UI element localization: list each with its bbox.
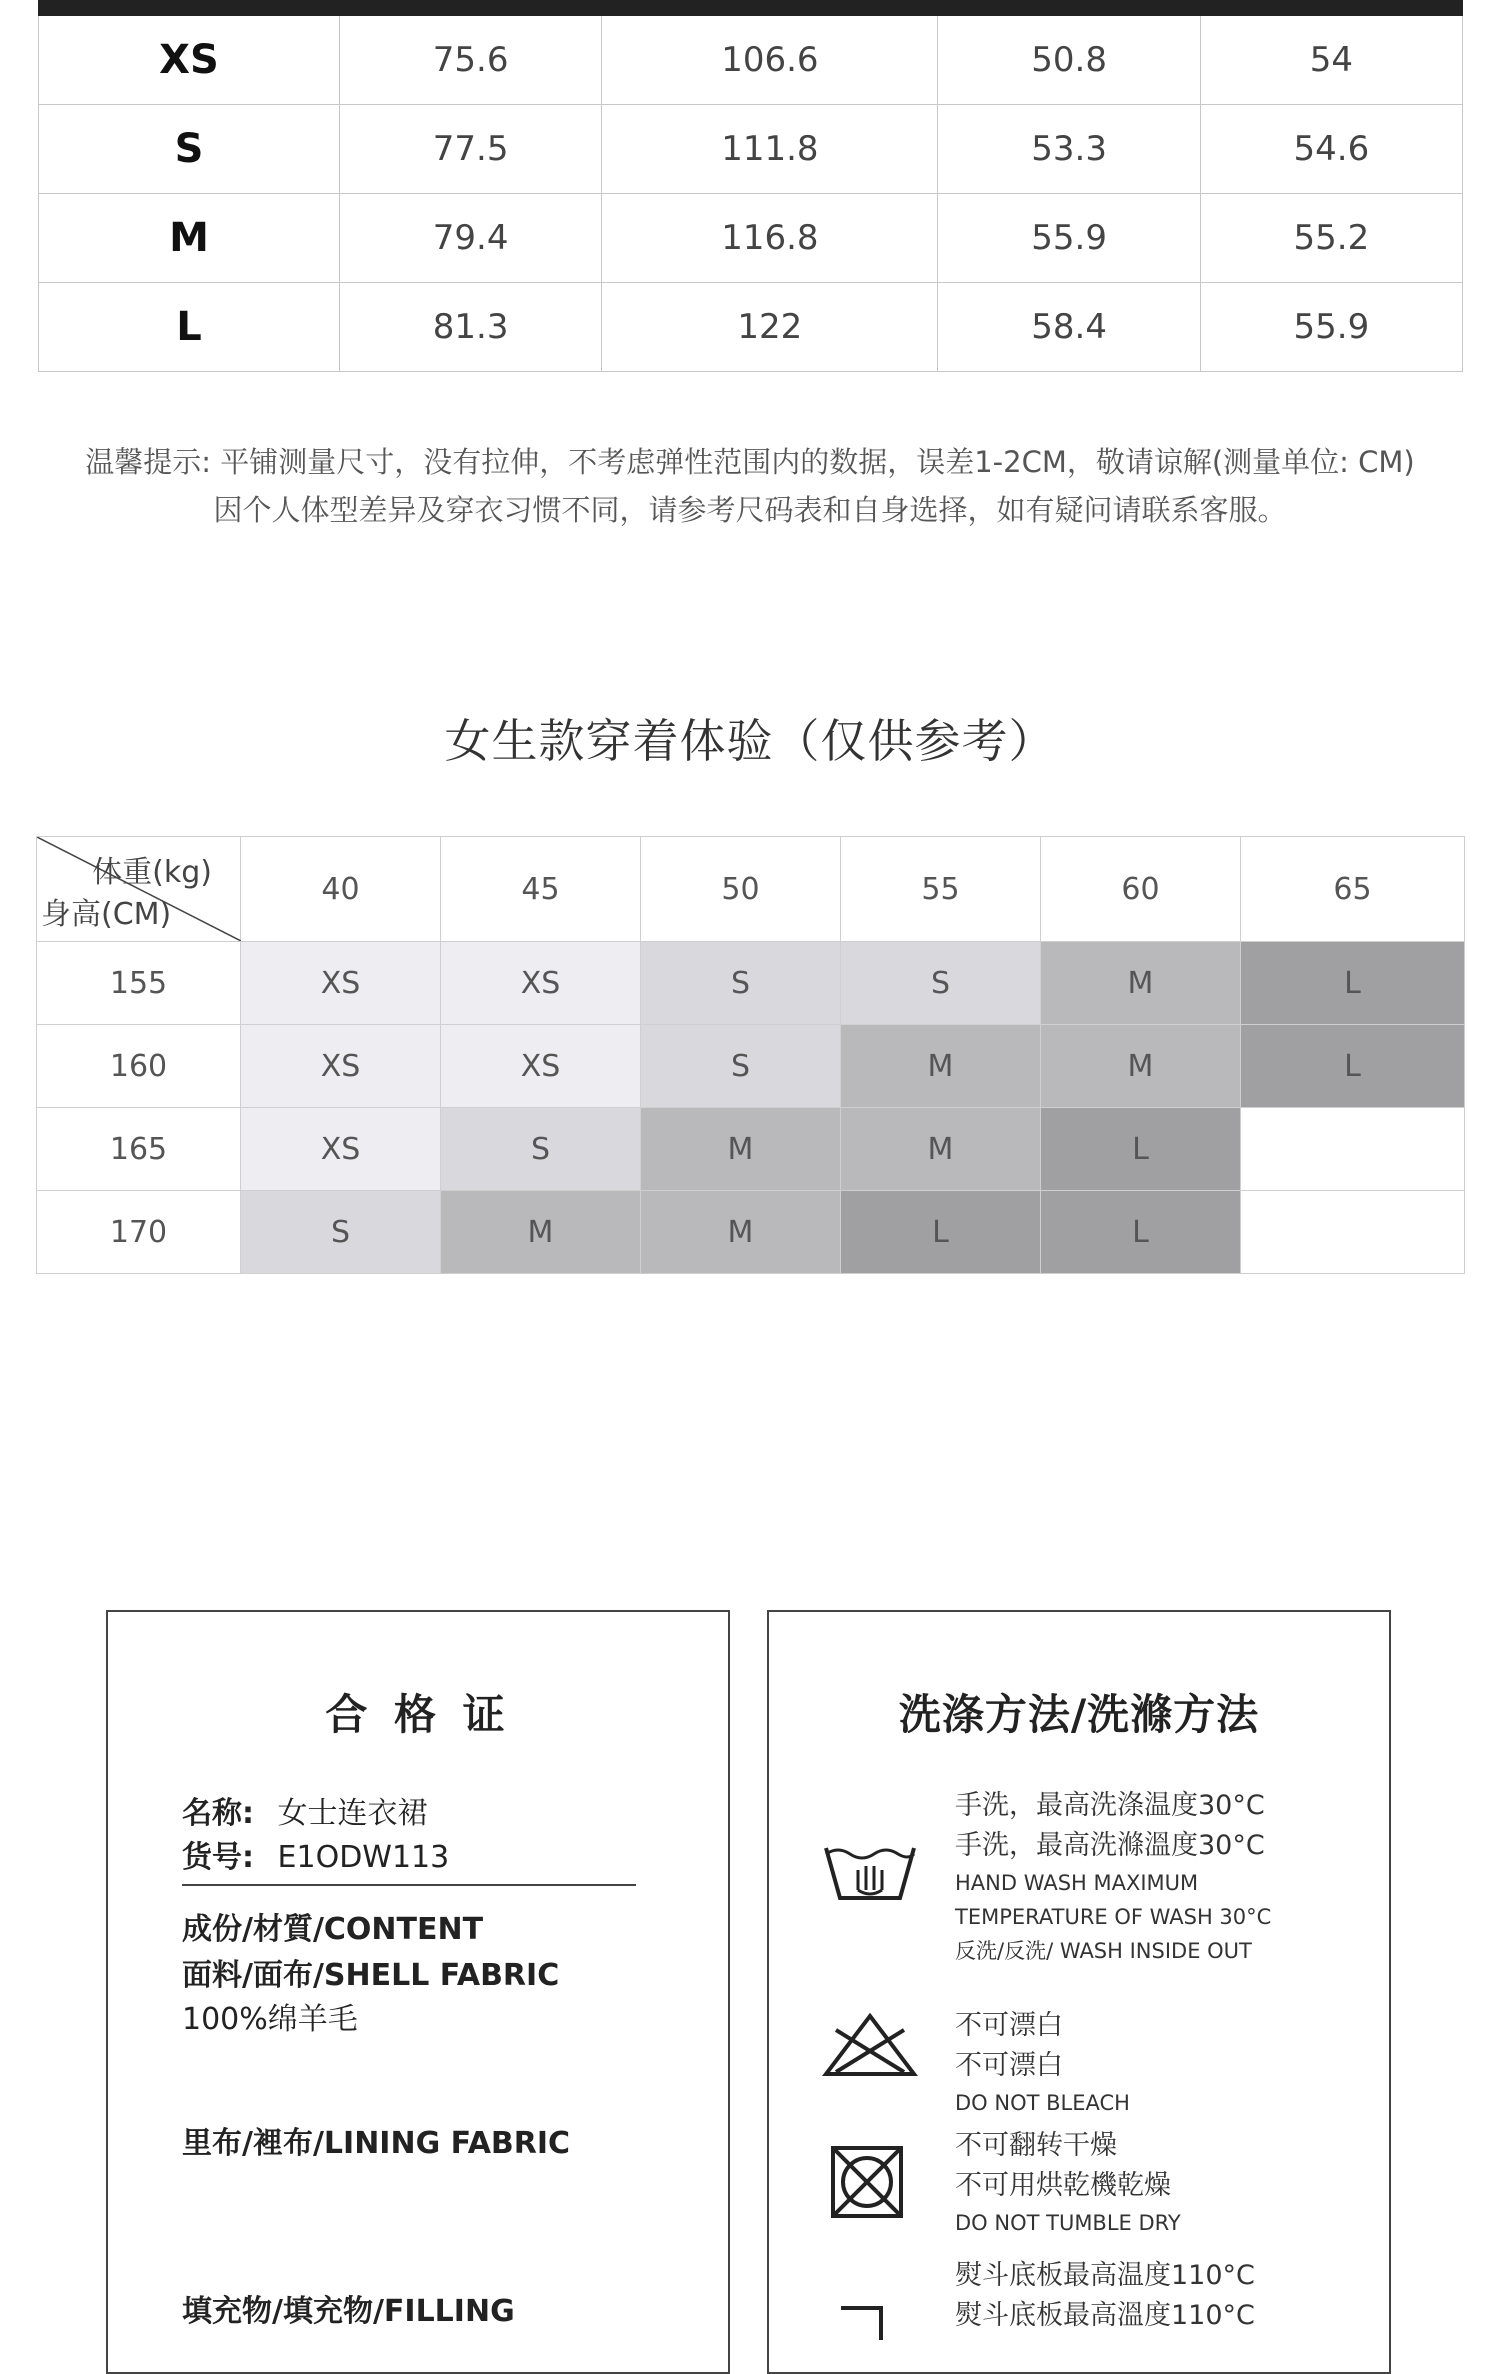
size-recommendation-cell: [1241, 1191, 1465, 1274]
item-label: 货号:: [182, 1840, 254, 1875]
height-cell: 160: [37, 1025, 241, 1108]
size-cell: S: [39, 105, 340, 194]
measurement-cell: 81.3: [340, 283, 602, 372]
size-recommendation-cell: S: [441, 1108, 641, 1191]
filling-heading-text: 填充物/填充物/FILLING: [182, 2294, 515, 2329]
do-not-bleach-icon: [822, 2012, 918, 2078]
table-row: [39, 283, 1463, 372]
size-recommendation-cell: M: [441, 1191, 641, 1274]
height-cell: 165: [37, 1108, 241, 1191]
weight-axis-label: 体重(kg): [92, 855, 212, 890]
size-cell: XS: [39, 16, 340, 105]
corner-header-cell: [37, 837, 241, 942]
measurement-cell: 77.5: [340, 105, 602, 194]
fit-experience-table: [36, 836, 1465, 1274]
size-recommendation-cell: XS: [441, 942, 641, 1025]
certificate-title: 合 格 证: [325, 1690, 511, 1739]
iron-text: [955, 2256, 1255, 2336]
measurement-cell: 53.3: [938, 105, 1200, 194]
table-row: [37, 1108, 1465, 1191]
size-recommendation-cell: [1241, 1108, 1465, 1191]
shell-fabric-heading: [182, 1950, 559, 1994]
size-recommendation-cell: L: [1041, 1191, 1241, 1274]
care-text-line: DO NOT TUMBLE DRY: [955, 2211, 1181, 2235]
size-recommendation-cell: L: [1241, 942, 1465, 1025]
size-recommendation-cell: S: [641, 942, 841, 1025]
size-recommendation-cell: XS: [241, 942, 441, 1025]
height-axis-label: 身高(CM): [41, 897, 172, 932]
name-label: 名称:: [182, 1796, 254, 1831]
care-text-line: TEMPERATURE OF WASH 30°C: [955, 1905, 1272, 1929]
care-text-line: 不可翻转干燥: [955, 2130, 1117, 2161]
do-not-tumble-dry-icon: [829, 2144, 905, 2220]
filling-heading: [182, 2286, 515, 2330]
measurement-cell: 55.9: [938, 194, 1200, 283]
measurement-cell: 116.8: [602, 194, 938, 283]
size-recommendation-cell: M: [841, 1108, 1041, 1191]
size-recommendation-cell: XS: [241, 1025, 441, 1108]
measurement-cell: 75.6: [340, 16, 602, 105]
measurement-cell: 54: [1200, 16, 1462, 105]
size-measurement-table: [38, 16, 1463, 372]
measurement-cell: 58.4: [938, 283, 1200, 372]
table-header-row: [37, 837, 1465, 942]
size-recommendation-cell: S: [841, 942, 1041, 1025]
height-cell: 170: [37, 1191, 241, 1274]
size-recommendation-cell: L: [1241, 1025, 1465, 1108]
lining-fabric-heading-text: 里布/裡布/LINING FABRIC: [182, 2126, 571, 2161]
shell-fabric-value: 100%绵羊毛: [182, 2002, 358, 2037]
name-value: 女士连衣裙: [277, 1796, 428, 1831]
height-cell: 155: [37, 942, 241, 1025]
item-number-row: [182, 1832, 449, 1876]
hand-wash-text: [955, 1786, 1271, 1968]
content-heading-text: 成份/材質/CONTENT: [182, 1912, 484, 1947]
size-recommendation-cell: M: [641, 1191, 841, 1274]
size-recommendation-cell: XS: [441, 1025, 641, 1108]
care-text-line: 熨斗底板最高溫度110°C: [955, 2300, 1255, 2331]
content-heading: [182, 1904, 483, 1948]
size-recommendation-cell: S: [241, 1191, 441, 1274]
care-text-line: DO NOT BLEACH: [955, 2091, 1130, 2115]
size-cell: L: [39, 283, 340, 372]
size-cell: M: [39, 194, 340, 283]
measurement-cell: 111.8: [602, 105, 938, 194]
size-recommendation-cell: L: [1041, 1108, 1241, 1191]
care-text-line: 手洗，最高洗滌溫度30°C: [955, 1830, 1265, 1861]
care-text-line: 不可漂白: [955, 2050, 1063, 2081]
fit-note: 因个人体型差异及穿衣习惯不同，请参考尺码表和自身选择，如有疑问请联系客服。: [213, 493, 1287, 527]
table-row: [39, 16, 1463, 105]
weight-header-cell: 55: [841, 837, 1041, 942]
care-text-line: 熨斗底板最高温度110°C: [955, 2260, 1255, 2291]
top-dark-bar: [38, 0, 1463, 16]
care-text-line: 不可用烘乾機乾燥: [955, 2170, 1171, 2201]
table-row: [39, 194, 1463, 283]
measurement-cell: 50.8: [938, 16, 1200, 105]
table-row: [37, 942, 1465, 1025]
care-text-line: 反洗/反洗/ WASH INSIDE OUT: [955, 1939, 1252, 1963]
divider: [182, 1884, 636, 1886]
measurement-cell: 122: [602, 283, 938, 372]
product-name-row: [182, 1788, 428, 1832]
table-row: [37, 1025, 1465, 1108]
iron-icon: [831, 2302, 911, 2342]
hand-wash-icon: [822, 1840, 918, 1904]
care-title: 洗涤方法/洗滌方法: [898, 1690, 1260, 1739]
weight-header-cell: 50: [641, 837, 841, 942]
size-recommendation-cell: M: [1041, 942, 1241, 1025]
table-row: [39, 105, 1463, 194]
shell-fabric-heading-text: 面料/面布/SHELL FABRIC: [182, 1958, 560, 1993]
item-value: E1ODW113: [277, 1840, 450, 1875]
size-recommendation-cell: M: [1041, 1025, 1241, 1108]
weight-header-cell: 60: [1041, 837, 1241, 942]
measurement-cell: 55.9: [1200, 283, 1462, 372]
care-text-line: 不可漂白: [955, 2010, 1063, 2041]
size-recommendation-cell: M: [641, 1108, 841, 1191]
weight-header-cell: 65: [1241, 837, 1465, 942]
size-recommendation-cell: L: [841, 1191, 1041, 1274]
size-recommendation-cell: XS: [241, 1108, 441, 1191]
do-not-tumble-dry-text: [955, 2126, 1181, 2240]
care-text-line: HAND WASH MAXIMUM: [955, 1871, 1199, 1895]
care-text-line: 手洗，最高洗涤温度30°C: [955, 1790, 1265, 1821]
experience-title: 女生款穿着体验（仅供参考）: [444, 714, 1056, 768]
measurement-cell: 106.6: [602, 16, 938, 105]
do-not-bleach-text: [955, 2006, 1130, 2120]
measurement-cell: 54.6: [1200, 105, 1462, 194]
lining-fabric-heading: [182, 2118, 570, 2162]
size-recommendation-cell: M: [841, 1025, 1041, 1108]
table-row: [37, 1191, 1465, 1274]
measurement-note: 温馨提示: 平铺测量尺寸，没有拉伸，不考虑弹性范围内的数据，误差1-2CM，敬请谅解(测量单位: CM): [85, 445, 1415, 479]
weight-header-cell: 40: [241, 837, 441, 942]
measurement-cell: 79.4: [340, 194, 602, 283]
size-recommendation-cell: S: [641, 1025, 841, 1108]
care-instructions-card: [767, 1610, 1391, 2374]
weight-header-cell: 45: [441, 837, 641, 942]
measurement-cell: 55.2: [1200, 194, 1462, 283]
